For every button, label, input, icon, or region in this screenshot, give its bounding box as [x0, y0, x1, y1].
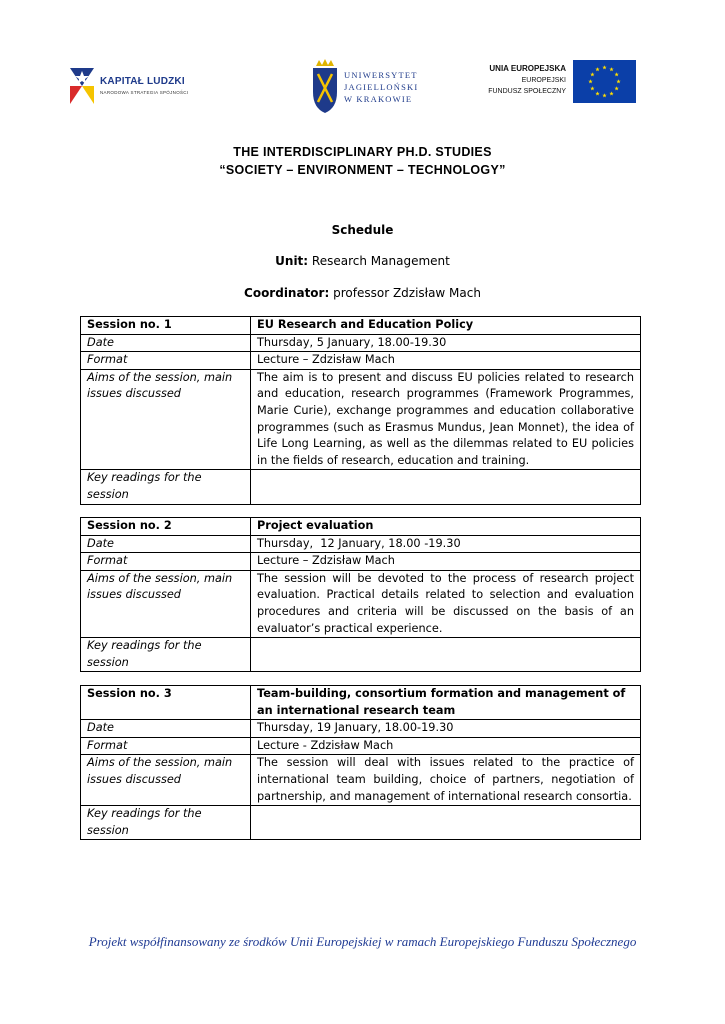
- aims-label: Aims of the session, main issues discussed: [81, 369, 251, 470]
- uj-line-2: JAGIELLOŃSKI: [344, 82, 419, 92]
- coordinator-value: professor Zdzisław Mach: [333, 286, 481, 300]
- university-crest-icon: [310, 58, 340, 114]
- unit-value: Research Management: [311, 254, 450, 268]
- date-label: Date: [81, 535, 251, 553]
- session-number: Session no. 2: [81, 518, 251, 536]
- eu-line-3: FUNDUSZ SPOŁECZNY: [488, 88, 566, 95]
- eu-line-2: EUROPEJSKI: [521, 77, 566, 84]
- format-row: [81, 352, 641, 370]
- session-title: Project evaluation: [251, 518, 641, 536]
- session-aims: The session will deal with issues related to the practice of international team building, choice of partners, negotiation of partnership, and management of international research consortia.: [251, 755, 641, 806]
- date-row: [81, 720, 641, 738]
- session-header-row: [81, 686, 641, 720]
- aims-row: [81, 369, 641, 470]
- kapital-ludzki-logo: [70, 66, 190, 108]
- session-aims: The session will be devoted to the process of research project evaluation. Practical details related to selection and evaluation procedures and criteria will be discussed on the basis of an evaluator’s practical experience.: [251, 570, 641, 637]
- format-row: [81, 737, 641, 755]
- unit-line: [0, 254, 725, 268]
- readings-label: Key readings for the session: [81, 470, 251, 504]
- eu-line-1: UNIA EUROPEJSKA: [489, 64, 566, 73]
- session-format: Lecture - Zdzisław Mach: [251, 737, 641, 755]
- session-header-row: [81, 518, 641, 536]
- coordinator-label: Coordinator:: [244, 286, 330, 300]
- page-title-line-2: “SOCIETY – ENVIRONMENT – TECHNOLOGY”: [219, 163, 506, 177]
- unit-label: Unit:: [275, 254, 309, 268]
- date-label: Date: [81, 334, 251, 352]
- readings-row: [81, 470, 641, 504]
- readings-label: Key readings for the session: [81, 638, 251, 672]
- uj-line-1: UNIWERSYTET: [344, 70, 418, 80]
- page-title-line-1: THE INTERDISCIPLINARY PH.D. STUDIES: [233, 145, 492, 159]
- aims-label: Aims of the session, main issues discussed: [81, 755, 251, 806]
- format-label: Format: [81, 352, 251, 370]
- session-header-row: [81, 317, 641, 335]
- uniwersytet-jagiellonski-logo: [310, 58, 420, 116]
- session-table-2: [80, 517, 641, 672]
- eu-flag-icon: [573, 60, 636, 103]
- date-row: [81, 535, 641, 553]
- uj-line-3: W KRAKOWIE: [344, 94, 413, 104]
- session-aims: The aim is to present and discuss EU policies related to research and education, research programmes (Framework Programmes, Marie Curie), exchange programmes and education collaborative programmes (such as Erasmus Mundus, Jean Monnet), the idea of Life Long Learning, as well as the dilemmas related to EU policies in the fields of research, education and training.: [251, 369, 641, 470]
- readings-row: [81, 806, 641, 840]
- aims-label: Aims of the session, main issues discussed: [81, 570, 251, 637]
- coordinator-line: [0, 286, 725, 300]
- session-title: Team-building, consortium formation and management of an international research team: [251, 686, 641, 720]
- format-row: [81, 553, 641, 571]
- kapital-ludzki-subtitle: NARODOWA STRATEGIA SPÓJNOŚCI: [100, 90, 189, 95]
- session-readings: [251, 470, 641, 504]
- footer-note: Projekt współfinansowany ze środków Unii Europejskiej w ramach Europejskiego Funduszu Społecznego: [88, 934, 637, 949]
- aims-row: [81, 755, 641, 806]
- date-label: Date: [81, 720, 251, 738]
- readings-label: Key readings for the session: [81, 806, 251, 840]
- kapital-ludzki-title: KAPITAŁ LUDZKI: [100, 76, 185, 87]
- session-date: Thursday, 19 January, 18.00-19.30: [251, 720, 641, 738]
- session-format: Lecture – Zdzisław Mach: [251, 352, 641, 370]
- schedule-heading: Schedule: [331, 223, 394, 237]
- format-label: Format: [81, 737, 251, 755]
- session-title: EU Research and Education Policy: [251, 317, 641, 335]
- format-label: Format: [81, 553, 251, 571]
- session-table-3: [80, 685, 641, 840]
- readings-row: [81, 638, 641, 672]
- session-date: Thursday, 12 January, 18.00 -19.30: [251, 535, 641, 553]
- session-number: Session no. 3: [81, 686, 251, 720]
- eu-logo: [470, 60, 640, 106]
- kapital-ludzki-emblem-icon: [70, 68, 94, 104]
- session-date: Thursday, 5 January, 18.00-19.30: [251, 334, 641, 352]
- session-readings: [251, 806, 641, 840]
- session-format: Lecture – Zdzisław Mach: [251, 553, 641, 571]
- date-row: [81, 334, 641, 352]
- session-number: Session no. 1: [81, 317, 251, 335]
- aims-row: [81, 570, 641, 637]
- session-table-1: [80, 316, 641, 505]
- session-readings: [251, 638, 641, 672]
